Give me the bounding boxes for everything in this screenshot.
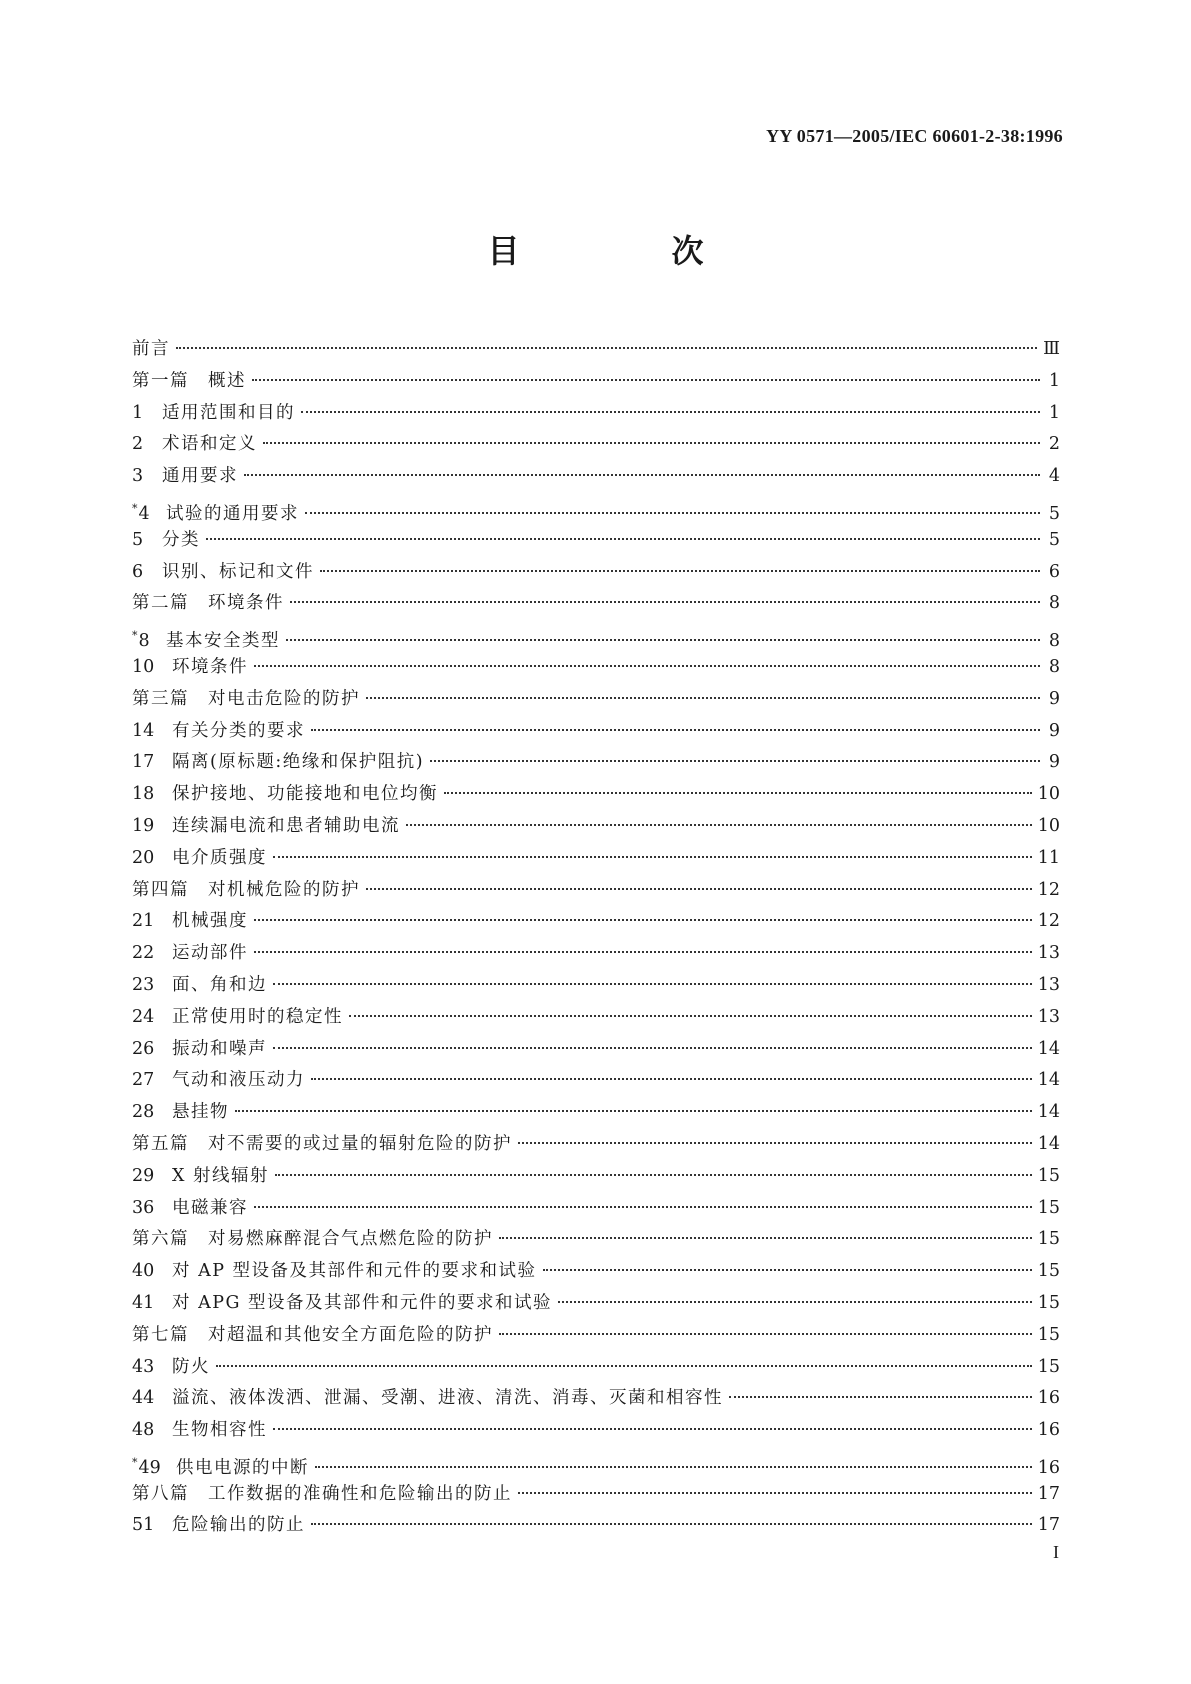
toc-entry-number — [132, 398, 162, 430]
dot-leader — [320, 570, 1040, 572]
dot-leader — [729, 1396, 1032, 1398]
dot-leader — [366, 697, 1040, 699]
toc-entry[interactable] — [132, 1510, 1060, 1542]
toc-entry[interactable] — [132, 557, 1060, 589]
dot-leader — [273, 856, 1032, 858]
dot-leader — [311, 729, 1040, 731]
toc-entry[interactable] — [132, 811, 1060, 843]
toc-entry-page: 16 — [1037, 1388, 1060, 1409]
toc-entry-number-text: 26 — [132, 1038, 155, 1059]
toc-entry[interactable] — [132, 1097, 1060, 1129]
toc-entry[interactable] — [132, 493, 1060, 525]
dot-leader — [273, 983, 1032, 985]
toc-entry-label: 第三篇 对电击危险的防护 — [132, 688, 360, 709]
toc-entry-number — [132, 1352, 172, 1384]
toc-entry[interactable] — [132, 938, 1060, 970]
toc-entry-label: 对 AP 型设备及其部件和元件的要求和试验 — [172, 1261, 537, 1282]
toc-entry-number — [132, 652, 172, 684]
dot-leader — [244, 474, 1040, 476]
dot-leader — [518, 1492, 1032, 1494]
toc-entry-label: 振动和噪声 — [172, 1038, 267, 1059]
toc-entry[interactable] — [132, 1034, 1060, 1066]
page-number: I — [1053, 1542, 1059, 1562]
dot-leader — [518, 1142, 1032, 1144]
toc-entry[interactable] — [132, 875, 1060, 907]
toc-entry-label: 通用要求 — [162, 466, 238, 487]
toc-entry-page: Ⅲ — [1043, 339, 1060, 359]
toc-entry-label: 面、角和边 — [172, 974, 267, 995]
toc-entry-page: 17 — [1037, 1483, 1060, 1504]
toc-entry-label: 识别、标记和文件 — [162, 561, 314, 582]
toc-entry-number — [132, 811, 172, 843]
toc-entry-label: 第二篇 环境条件 — [132, 593, 284, 614]
toc-entry[interactable] — [132, 1193, 1060, 1225]
toc-entry-number — [132, 1415, 172, 1447]
toc-entry-number-text: 29 — [132, 1165, 155, 1186]
toc-entry-label: 第一篇 概述 — [132, 370, 246, 391]
toc-entry-label: 供电电源的中断 — [176, 1457, 309, 1478]
toc-entry-number-text: 10 — [132, 656, 155, 677]
dot-leader — [558, 1301, 1032, 1303]
dot-leader — [254, 951, 1032, 953]
dot-leader — [206, 538, 1040, 540]
toc-entry-page: 10 — [1037, 784, 1060, 805]
dot-leader — [290, 601, 1040, 603]
toc-entry-label: 保护接地、功能接地和电位均衡 — [172, 784, 438, 805]
toc-entry-page: 1 — [1048, 370, 1060, 391]
toc-entry-page: 14 — [1037, 1070, 1060, 1091]
dot-leader — [235, 1110, 1032, 1112]
toc-entry-number-text: 22 — [132, 943, 155, 964]
toc-entry[interactable] — [132, 747, 1060, 779]
toc-entry-page: 14 — [1037, 1102, 1060, 1123]
dot-leader — [311, 1523, 1032, 1525]
toc-entry-label: 术语和定义 — [162, 434, 257, 455]
toc-entry[interactable] — [132, 843, 1060, 875]
toc-entry-number-text: 41 — [132, 1292, 155, 1313]
toc-entry-page: 15 — [1037, 1356, 1060, 1377]
dot-leader — [273, 1428, 1032, 1430]
toc-entry-label: 连续漏电流和患者辅助电流 — [172, 815, 400, 836]
toc-entry-number — [132, 525, 162, 557]
toc-entry[interactable] — [132, 970, 1060, 1002]
toc-entry-number — [132, 779, 172, 811]
toc-entry-page: 16 — [1037, 1420, 1060, 1441]
toc-entry-page: 16 — [1037, 1457, 1060, 1478]
toc-entry-label: 对 APG 型设备及其部件和元件的要求和试验 — [172, 1292, 553, 1313]
asterisk-mark: * — [132, 1455, 138, 1469]
asterisk-mark: * — [132, 629, 138, 643]
toc-entry[interactable] — [132, 1002, 1060, 1034]
toc-entry-number — [132, 1256, 172, 1288]
dot-leader — [499, 1237, 1032, 1239]
toc-entry-label: 正常使用时的稳定性 — [172, 1006, 343, 1027]
toc-entry-label: 有关分类的要求 — [172, 720, 305, 741]
toc-entry[interactable] — [132, 1224, 1060, 1256]
toc-entry-label: 前言 — [132, 339, 170, 359]
toc-entry-page: 12 — [1037, 911, 1060, 932]
toc-entry[interactable] — [132, 1320, 1060, 1352]
toc-entry-number — [132, 970, 172, 1002]
toc-entry-number-text: 20 — [132, 847, 155, 868]
toc-entry[interactable] — [132, 716, 1060, 748]
dot-leader — [254, 665, 1040, 667]
toc-entry-page: 14 — [1037, 1133, 1060, 1154]
dot-leader — [252, 379, 1040, 381]
dot-leader — [301, 411, 1040, 413]
toc-entry-label: 隔离(原标题:绝缘和保护阻抗) — [172, 752, 425, 773]
toc-entry-number-text: 28 — [132, 1102, 155, 1123]
toc-entry-page: 13 — [1037, 1006, 1060, 1027]
toc-entry[interactable] — [132, 1256, 1060, 1288]
toc-entry-label: 溢流、液体泼洒、泄漏、受潮、进液、清洗、消毒、灭菌和相容性 — [172, 1388, 723, 1409]
toc-entry[interactable] — [132, 1129, 1060, 1161]
toc-entry-label: 运动部件 — [172, 943, 248, 964]
toc-entry[interactable] — [132, 461, 1060, 493]
toc-entry-number — [132, 557, 162, 589]
toc-entry-number — [132, 429, 162, 461]
toc-entry[interactable] — [132, 429, 1060, 461]
toc-entry-page: 5 — [1048, 529, 1060, 550]
toc-entry-page: 14 — [1037, 1038, 1060, 1059]
toc-entry-number-text: 49 — [138, 1457, 161, 1478]
dot-leader — [305, 512, 1040, 514]
dot-leader — [444, 792, 1032, 794]
toc-entry-number-text: 17 — [132, 752, 155, 773]
dot-leader — [254, 1206, 1032, 1208]
toc-entry-page: 5 — [1048, 503, 1060, 524]
toc-entry-label: 第五篇 对不需要的或过量的辐射危险的防护 — [132, 1133, 512, 1154]
toc-entry-number-text: 51 — [132, 1515, 155, 1536]
dot-leader — [263, 442, 1040, 444]
toc-entry-page: 9 — [1048, 688, 1060, 709]
toc-entry-page: 8 — [1048, 656, 1060, 677]
toc-entry-number-text: 14 — [132, 720, 155, 741]
dot-leader — [430, 760, 1040, 762]
toc-entry[interactable] — [132, 684, 1060, 716]
dot-leader — [499, 1333, 1032, 1335]
dot-leader — [315, 1466, 1032, 1468]
dot-leader — [311, 1078, 1032, 1080]
dot-leader — [216, 1365, 1032, 1367]
toc-entry-label: 环境条件 — [172, 656, 248, 677]
toc-entry-number-text: 5 — [132, 529, 144, 550]
toc-entry-label: 生物相容性 — [172, 1420, 267, 1441]
toc-entry-number — [132, 906, 172, 938]
toc-entry-page: 15 — [1037, 1324, 1060, 1345]
toc-entry[interactable] — [132, 366, 1060, 398]
toc-entry-label: 分类 — [162, 529, 200, 550]
toc-entry[interactable] — [132, 398, 1060, 430]
toc-entry-page: 8 — [1048, 631, 1060, 651]
table-of-contents — [132, 334, 1060, 1542]
toc-entry-label: 第六篇 对易燃麻醉混合气点燃危险的防护 — [132, 1229, 493, 1250]
toc-entry-number-text: 44 — [132, 1388, 155, 1409]
toc-entry-page: 1 — [1048, 402, 1060, 423]
toc-entry-number — [132, 1065, 172, 1097]
toc-entry-page: 11 — [1037, 847, 1060, 868]
toc-entry-number-text: 19 — [132, 815, 155, 836]
toc-entry-page: 15 — [1037, 1165, 1060, 1186]
dot-leader — [406, 824, 1032, 826]
dot-leader — [176, 347, 1037, 349]
dot-leader — [275, 1174, 1032, 1176]
toc-entry-label: 危险输出的防止 — [172, 1515, 305, 1536]
toc-entry[interactable] — [132, 588, 1060, 620]
toc-entry-number-text: 48 — [132, 1420, 155, 1441]
toc-entry-number-text: 43 — [132, 1356, 155, 1377]
toc-entry-number — [132, 1193, 172, 1225]
toc-entry[interactable] — [132, 779, 1060, 811]
toc-entry-number-text: 1 — [132, 402, 144, 423]
toc-entry-number — [132, 1002, 172, 1034]
toc-entry-page: 13 — [1037, 974, 1060, 995]
toc-entry-number — [132, 938, 172, 970]
toc-entry-number — [132, 1288, 172, 1320]
toc-entry-label: 基本安全类型 — [166, 631, 280, 651]
toc-entry-number — [132, 461, 162, 493]
toc-entry-page: 12 — [1037, 879, 1060, 900]
toc-entry[interactable] — [132, 1383, 1060, 1415]
toc-entry-number — [132, 1161, 172, 1193]
toc-entry-label: 第八篇 工作数据的准确性和危险输出的防止 — [132, 1483, 512, 1504]
toc-entry-number-text: 24 — [132, 1006, 155, 1027]
toc-entry-label: 试验的通用要求 — [166, 503, 299, 524]
document-code: YY 0571—2005/IEC 60601-2-38:1996 — [766, 126, 1063, 146]
toc-entry-page: 4 — [1048, 466, 1060, 487]
toc-entry[interactable] — [132, 620, 1060, 652]
toc-entry-number — [132, 716, 172, 748]
toc-entry[interactable] — [132, 1447, 1060, 1479]
toc-entry-label: 第七篇 对超温和其他安全方面危险的防护 — [132, 1324, 493, 1345]
toc-entry-page: 8 — [1048, 593, 1060, 614]
toc-entry-number-text: 2 — [132, 434, 144, 455]
toc-entry-page: 9 — [1048, 752, 1060, 773]
dot-leader — [254, 919, 1032, 921]
toc-entry-label: 机械强度 — [172, 911, 248, 932]
toc-entry-number-text: 40 — [132, 1261, 155, 1282]
toc-entry-number-text: 8 — [138, 631, 150, 651]
toc-entry-number-text: 6 — [132, 561, 144, 582]
toc-entry-page: 15 — [1037, 1197, 1060, 1218]
toc-entry-page: 6 — [1048, 561, 1060, 582]
toc-entry-number — [132, 1034, 172, 1066]
toc-entry[interactable] — [132, 334, 1060, 366]
toc-entry-number-text: 3 — [132, 466, 144, 487]
dot-leader — [286, 639, 1040, 641]
toc-entry-page: 2 — [1048, 434, 1060, 455]
toc-entry-number — [132, 1510, 172, 1542]
dot-leader — [543, 1269, 1032, 1271]
toc-entry-number-text: 23 — [132, 974, 155, 995]
asterisk-mark: * — [132, 501, 138, 515]
toc-entry[interactable] — [132, 906, 1060, 938]
toc-entry-page: 17 — [1037, 1515, 1060, 1536]
toc-entry-number — [132, 747, 172, 779]
toc-entry-label: 悬挂物 — [172, 1102, 229, 1123]
toc-entry-page: 10 — [1037, 815, 1060, 836]
toc-entry-number-text: 4 — [138, 503, 150, 524]
toc-entry-page: 15 — [1037, 1261, 1060, 1282]
toc-entry[interactable] — [132, 1161, 1060, 1193]
toc-entry-label: 适用范围和目的 — [162, 402, 295, 423]
dot-leader — [273, 1047, 1032, 1049]
toc-entry-page: 9 — [1048, 720, 1060, 741]
toc-entry[interactable] — [132, 1288, 1060, 1320]
toc-entry[interactable] — [132, 1479, 1060, 1511]
toc-entry-page: 13 — [1037, 943, 1060, 964]
toc-entry-label: 第四篇 对机械危险的防护 — [132, 879, 360, 900]
toc-entry[interactable] — [132, 1352, 1060, 1384]
toc-entry[interactable] — [132, 1415, 1060, 1447]
toc-entry[interactable] — [132, 1065, 1060, 1097]
dot-leader — [366, 888, 1032, 890]
toc-entry-label: 电介质强度 — [172, 847, 267, 868]
toc-entry-page: 15 — [1037, 1292, 1060, 1313]
toc-entry-label: 气动和液压动力 — [172, 1070, 305, 1091]
toc-entry-number-text: 21 — [132, 911, 155, 932]
toc-entry-label: 电磁兼容 — [172, 1197, 248, 1218]
toc-entry-number — [132, 1383, 172, 1415]
toc-entry-number-text: 18 — [132, 784, 155, 805]
page-title: 目 次 — [487, 232, 764, 270]
toc-entry-number-text: 36 — [132, 1197, 155, 1218]
toc-entry-label: 防火 — [172, 1356, 210, 1377]
toc-entry-number — [132, 843, 172, 875]
toc-entry-number-text: 27 — [132, 1070, 155, 1091]
toc-entry-label: X 射线辐射 — [172, 1165, 270, 1186]
toc-entry-number — [132, 1097, 172, 1129]
dot-leader — [349, 1015, 1032, 1017]
toc-entry-page: 15 — [1037, 1229, 1060, 1250]
